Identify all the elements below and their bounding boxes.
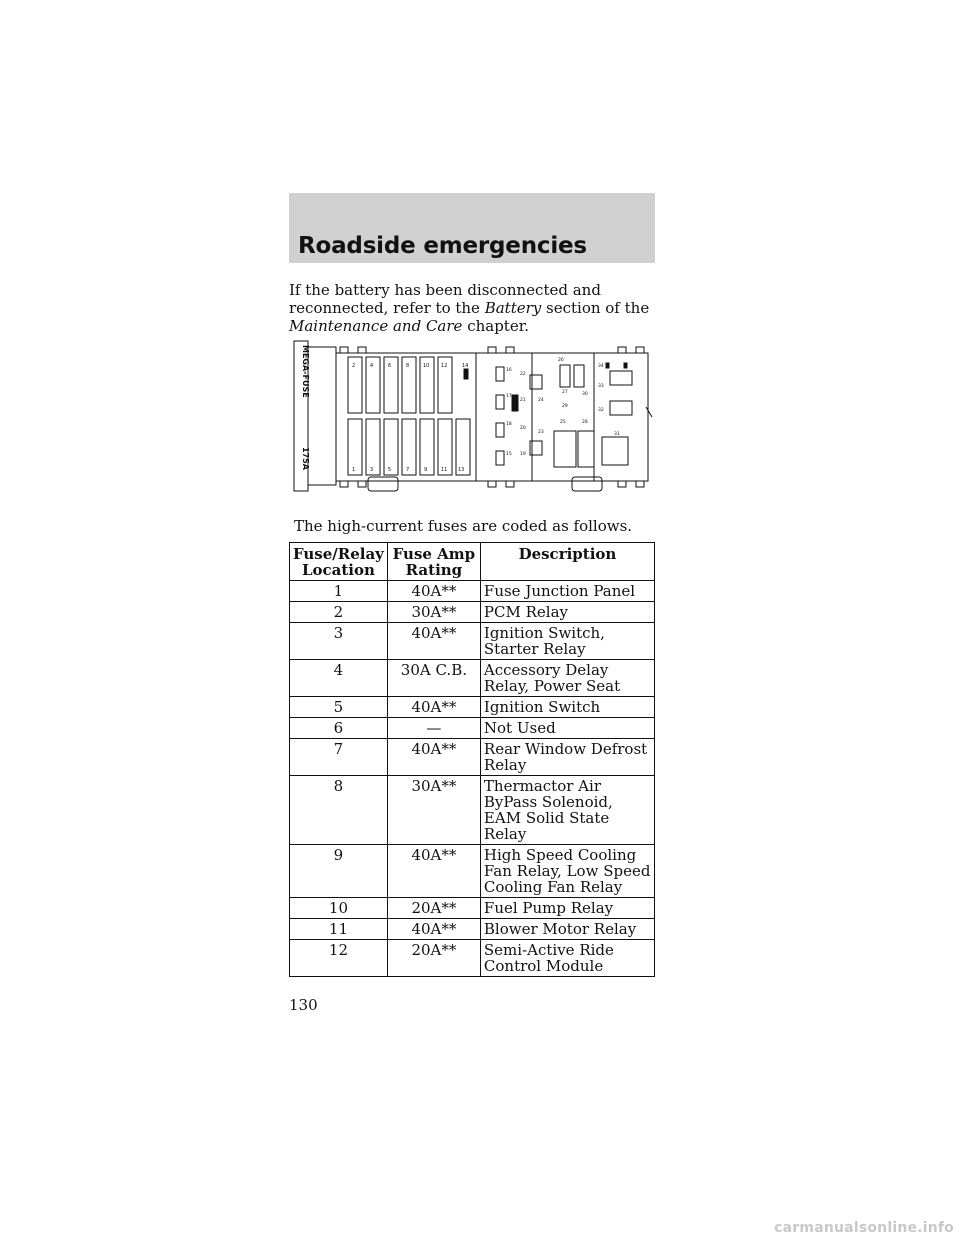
relay-mark [624, 363, 627, 368]
header-location: Fuse/Relay Location [290, 543, 388, 581]
fuse-location: 2 [290, 602, 388, 623]
svg-text:23: 23 [538, 430, 544, 435]
fuse-table-body [290, 581, 655, 977]
fuse-amp-rating: 20A** [387, 940, 480, 977]
relay-far [610, 371, 632, 385]
fuse-amp-rating: 40A** [387, 697, 480, 718]
svg-text:3: 3 [370, 467, 374, 473]
top-fuse-labels [352, 363, 468, 369]
housing-tab [646, 407, 652, 417]
table-row [290, 623, 655, 660]
fuse-location: 3 [290, 623, 388, 660]
bottom-clips [340, 481, 644, 487]
fuse-description: Ignition Switch [480, 697, 654, 718]
fuse-description: Rear Window Defrost Relay [480, 739, 654, 776]
mount-left [368, 477, 398, 491]
table-row [290, 940, 655, 977]
mini-fuse-labels [506, 367, 544, 457]
mini-fuse-filled [512, 395, 518, 411]
battery-ref: Battery [484, 299, 542, 317]
mini-fuse-section [496, 367, 542, 465]
maintenance-ref: Maintenance and Care [289, 317, 463, 335]
mega-fuse-bar [308, 347, 336, 485]
table-row [290, 898, 655, 919]
mini-fuse [496, 367, 504, 381]
svg-text:6: 6 [388, 363, 392, 369]
fuse-location: 10 [290, 898, 388, 919]
table-row [290, 739, 655, 776]
relay-section [554, 363, 632, 467]
fuse-description: Fuse Junction Panel [480, 581, 654, 602]
intro-paragraph [289, 281, 659, 335]
svg-text:21: 21 [520, 398, 526, 403]
mega-fuse-label [301, 345, 310, 471]
table-caption: The high-current fuses are coded as follows. [294, 517, 633, 535]
svg-text:16: 16 [506, 368, 512, 373]
fuse-14-mark [464, 369, 468, 379]
fuse-box-housing [336, 353, 648, 481]
svg-text:19: 19 [520, 452, 526, 457]
relay-labels [558, 357, 620, 437]
intro-text-1: If the battery has been disconnected and reconnected, refer to the [289, 281, 601, 317]
svg-text:22: 22 [520, 372, 526, 377]
svg-text:8: 8 [406, 363, 410, 369]
table-header-row [290, 543, 655, 581]
svg-text:7: 7 [406, 467, 410, 473]
svg-text:24: 24 [538, 398, 544, 403]
fuse-description: PCM Relay [480, 602, 654, 623]
relay [560, 365, 570, 387]
mount-right [572, 477, 602, 491]
fuse-amp-rating: — [387, 718, 480, 739]
intro-text-3: chapter. [462, 317, 529, 335]
mini-fuse [496, 395, 504, 409]
svg-text:1: 1 [352, 467, 356, 473]
fuse-amp-rating: 20A** [387, 898, 480, 919]
fuse-description: Fuel Pump Relay [480, 898, 654, 919]
svg-text:175A: 175A [301, 447, 310, 470]
svg-text:32: 32 [598, 408, 604, 413]
page-number: 130 [289, 996, 318, 1014]
svg-text:2: 2 [352, 363, 356, 369]
svg-text:26: 26 [558, 358, 564, 363]
svg-text:4: 4 [370, 363, 374, 369]
svg-text:27: 27 [562, 390, 568, 395]
svg-text:MEGA-FUSE: MEGA-FUSE [301, 345, 310, 398]
svg-text:5: 5 [388, 467, 392, 473]
mini-fuse [496, 451, 504, 465]
table-row [290, 602, 655, 623]
svg-text:30: 30 [582, 392, 588, 397]
relay-large [578, 431, 594, 467]
fuse-description: Accessory Delay Relay, Power Seat [480, 660, 654, 697]
svg-text:20: 20 [520, 426, 526, 431]
svg-text:31: 31 [614, 432, 620, 437]
fuse-location: 4 [290, 660, 388, 697]
fuse-description: High Speed Cooling Fan Relay, Low Speed Cooling Fan Relay [480, 845, 654, 898]
section-title: Roadside emergencies [298, 233, 587, 259]
fuse-location: 1 [290, 581, 388, 602]
fuse-location: 5 [290, 697, 388, 718]
intro-text-2: section of the [541, 299, 650, 317]
header-description: Description [480, 543, 654, 581]
table-row [290, 776, 655, 845]
svg-text:33: 33 [598, 384, 604, 389]
svg-text:15: 15 [506, 452, 512, 457]
fuse-box-diagram [292, 337, 662, 499]
watermark: carmanualsonline.info [774, 1220, 954, 1236]
svg-text:34: 34 [598, 364, 604, 369]
fuse-location: 8 [290, 776, 388, 845]
table-row [290, 660, 655, 697]
fuse-location: 7 [290, 739, 388, 776]
fuse-amp-rating: 30A** [387, 602, 480, 623]
relay-mark [606, 363, 609, 368]
fuse-amp-rating: 40A** [387, 623, 480, 660]
relay-far-large [602, 437, 628, 465]
fuse-description: Blower Motor Relay [480, 919, 654, 940]
fuse-amp-rating: 40A** [387, 919, 480, 940]
header-amp-rating: Fuse Amp Rating [387, 543, 480, 581]
fuse-amp-rating: 30A** [387, 776, 480, 845]
svg-text:28: 28 [582, 420, 588, 425]
fuse-location: 9 [290, 845, 388, 898]
svg-text:9: 9 [424, 467, 428, 473]
relay-large [554, 431, 576, 467]
table-row [290, 697, 655, 718]
fuse-amp-rating: 30A C.B. [387, 660, 480, 697]
svg-text:18: 18 [506, 422, 512, 427]
fuse-amp-rating: 40A** [387, 581, 480, 602]
relay [574, 365, 584, 387]
svg-text:11: 11 [441, 467, 448, 473]
fuse-location: 12 [290, 940, 388, 977]
svg-text:29: 29 [562, 404, 568, 409]
svg-text:25: 25 [560, 420, 566, 425]
svg-text:10: 10 [423, 363, 430, 369]
table-row [290, 919, 655, 940]
svg-text:14: 14 [462, 363, 469, 369]
table-row [290, 845, 655, 898]
fuse-amp-rating: 40A** [387, 845, 480, 898]
fuse-description: Not Used [480, 718, 654, 739]
fuse-table [289, 542, 655, 977]
fuse-description: Thermactor Air ByPass Solenoid, EAM Solid State Relay [480, 776, 654, 845]
fuse-amp-rating: 40A** [387, 739, 480, 776]
table-row [290, 718, 655, 739]
bottom-fuse-labels [352, 467, 464, 473]
relay-far [610, 401, 632, 415]
mini-fuse [496, 423, 504, 437]
svg-text:12: 12 [441, 363, 448, 369]
fuse-description: Ignition Switch, Starter Relay [480, 623, 654, 660]
fuse-location: 6 [290, 718, 388, 739]
svg-text:13: 13 [458, 467, 465, 473]
top-clips [340, 347, 644, 353]
fuse-description: Semi-Active Ride Control Module [480, 940, 654, 977]
svg-text:17: 17 [506, 394, 512, 399]
fuse-location: 11 [290, 919, 388, 940]
table-row [290, 581, 655, 602]
